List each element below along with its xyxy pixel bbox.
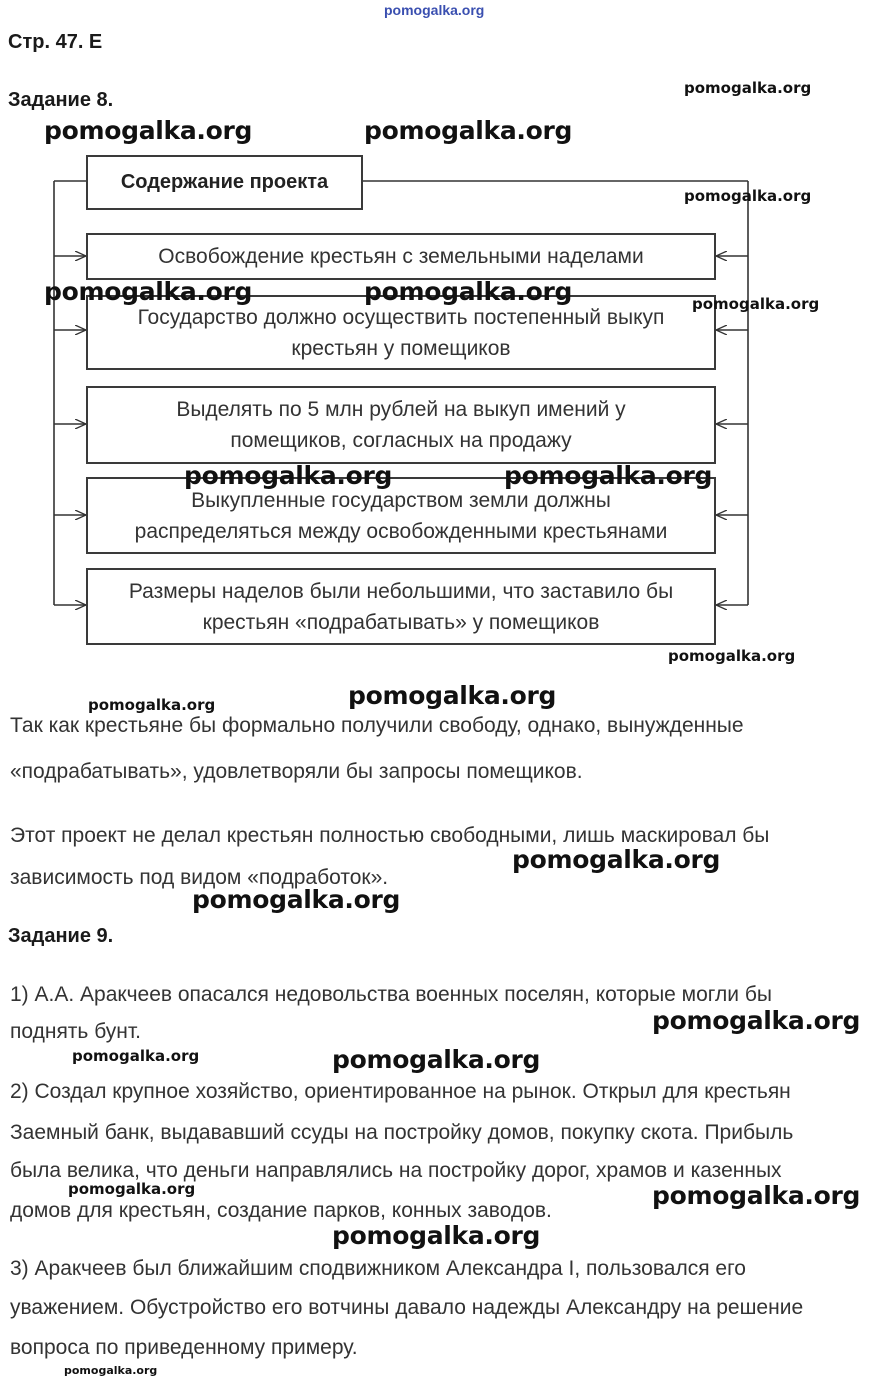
page-heading: Стр. 47. Е <box>8 31 103 53</box>
task9-heading: Задание 9. <box>8 925 114 947</box>
diagram-title-box: Содержание проекта <box>86 155 363 210</box>
watermark: pomogalka.org <box>44 277 253 306</box>
watermark: pomogalka.org <box>332 1045 541 1074</box>
watermark: pomogalka.org <box>652 1006 861 1035</box>
task8-paragraph-2-line-2: зависимость под видом «подработок». <box>10 866 389 889</box>
watermark: pomogalka.org <box>88 696 216 714</box>
watermark: pomogalka.org <box>684 79 812 97</box>
diagram-item-5: Размеры наделов были небольшими, что заставило бы крестьян «подрабатывать» у помещиков <box>86 568 716 645</box>
task9-answer-1-line-1: 1) А.А. Аракчеев опасался недовольства военных поселян, которые могли бы <box>10 983 772 1006</box>
task8-heading: Задание 8. <box>8 89 114 111</box>
watermark: pomogalka.org <box>504 461 713 490</box>
watermark: pomogalka.org <box>192 885 401 914</box>
watermark: pomogalka.org <box>384 2 485 18</box>
task9-answer-3-line-2: уважением. Обустройство его вотчины давало надежды Александру на решение <box>10 1296 804 1319</box>
watermark: pomogalka.org <box>64 1364 158 1377</box>
watermark: pomogalka.org <box>652 1181 861 1210</box>
task9-answer-2-line-4: домов для крестьян, создание парков, конных заводов. <box>10 1199 552 1222</box>
diagram-item-1: Освобождение крестьян с земельными наделами <box>86 233 716 280</box>
task9-answer-2-line-2: Заемный банк, выдававший ссуды на постройку домов, покупку скота. Прибыль <box>10 1121 794 1144</box>
task9-answer-3-line-1: 3) Аракчеев был ближайшим сподвижником Александра I, пользовался его <box>10 1257 746 1280</box>
watermark: pomogalka.org <box>684 187 812 205</box>
watermark: pomogalka.org <box>668 647 796 665</box>
task8-paragraph-2-line-1: Этот проект не делал крестьян полностью свободными, лишь маскировал бы <box>10 824 770 847</box>
watermark: pomogalka.org <box>332 1221 541 1250</box>
watermark: pomogalka.org <box>364 277 573 306</box>
watermark: pomogalka.org <box>44 116 253 145</box>
watermark: pomogalka.org <box>512 845 721 874</box>
task9-answer-2-line-3: была велика, что деньги направлялись на постройку дорог, храмов и казенных <box>10 1159 782 1182</box>
watermark: pomogalka.org <box>72 1047 200 1065</box>
task8-paragraph-1-line-2: «подрабатывать», удовлетворяли бы запросы помещиков. <box>10 760 583 783</box>
watermark: pomogalka.org <box>68 1180 196 1198</box>
task9-answer-3-line-3: вопроса по приведенному примеру. <box>10 1336 358 1359</box>
diagram-item-3: Выделять по 5 млн рублей на выкуп имений у помещиков, согласных на продажу <box>86 386 716 464</box>
watermark: pomogalka.org <box>364 116 573 145</box>
diagram-item-4: Выкупленные государством земли должны распределяться между освобожденными крестьянами <box>86 477 716 554</box>
watermark: pomogalka.org <box>184 461 393 490</box>
watermark: pomogalka.org <box>348 681 557 710</box>
task9-answer-1-line-2: поднять бунт. <box>10 1020 141 1043</box>
diagram-item-2: Государство должно осуществить постепенный выкуп крестьян у помещиков <box>86 295 716 370</box>
watermark: pomogalka.org <box>692 295 820 313</box>
task9-answer-2-line-1: 2) Создал крупное хозяйство, ориентированное на рынок. Открыл для крестьян <box>10 1080 791 1103</box>
task8-paragraph-1-line-1: Так как крестьяне бы формально получили свободу, однако, вынужденные <box>10 714 744 737</box>
